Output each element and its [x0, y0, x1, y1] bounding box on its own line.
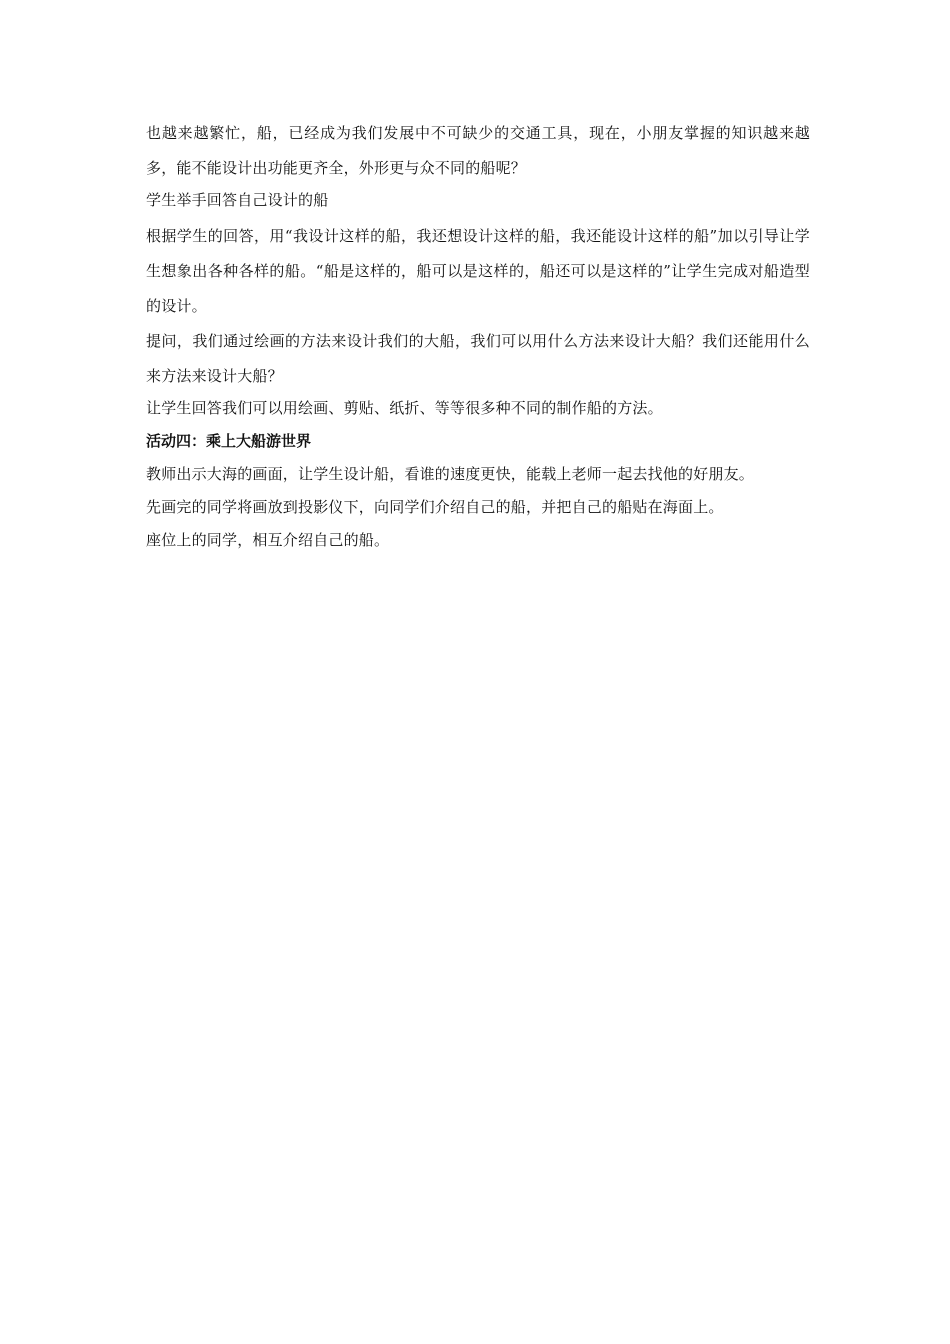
paragraph-question: 提问，我们通过绘画的方法来设计我们的大船，我们可以用什么方法来设计大船？我们还能用什么来方法来设计大船？ [146, 332, 810, 385]
paragraph-student-answer: 学生举手回答自己设计的船 [146, 191, 329, 209]
paragraph-guidance: 根据学生的回答，用“我设计这样的船，我还想设计这样的船，我还能设计这样的船”加以引导让学生想象出各种各样的船。“船是这样的，船可以是这样的，船还可以是这样的”让学生完成对船造型的设计。 [146, 227, 810, 315]
paragraph-intro: 也越来越繁忙，船，已经成为我们发展中不可缺少的交通工具，现在，小朋友掌握的知识越来越多，能不能设计出功能更齐全，外形更与众不同的船呢？ [146, 124, 810, 177]
section-heading-activity-four: 活动四：乘上大船游世界 [146, 432, 312, 450]
document-body [146, 116, 810, 559]
paragraph-introduce-boats: 座位上的同学，相互介绍自己的船。 [146, 531, 390, 549]
paragraph-projector: 先画完的同学将画放到投影仪下，向同学们介绍自己的船，并把自己的船贴在海面上。 [146, 498, 724, 516]
paragraph-methods: 让学生回答我们可以用绘画、剪贴、纸折、等等很多种不同的制作船的方法。 [146, 399, 663, 417]
paragraph-teacher-shows-sea: 教师出示大海的画面，让学生设计船，看谁的速度更快，能载上老师一起去找他的好朋友。 [146, 465, 755, 483]
